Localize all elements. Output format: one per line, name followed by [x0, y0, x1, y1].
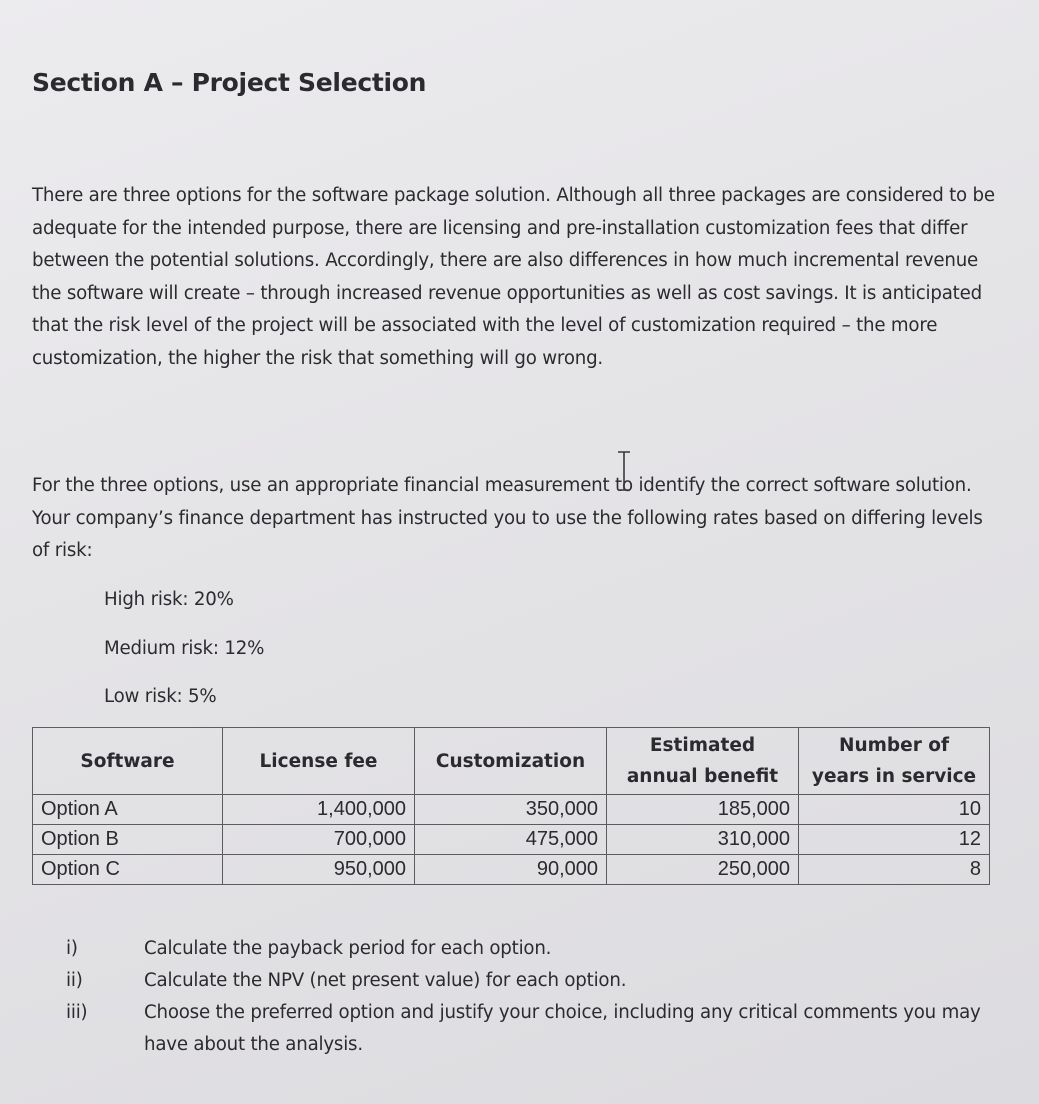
question-item	[66, 933, 994, 965]
table-row	[33, 795, 990, 825]
question-number: ii)	[66, 970, 83, 991]
section-title: Section A – Project Selection	[32, 68, 427, 97]
question-number: i)	[66, 938, 78, 959]
cell-customization: 350,000	[415, 795, 607, 825]
cell-annual-benefit: 250,000	[607, 855, 799, 885]
table-row	[33, 855, 990, 885]
table-row	[33, 825, 990, 855]
header-years-line1: Number of	[838, 735, 950, 756]
question-item	[66, 997, 994, 1061]
software-options-table	[32, 727, 990, 885]
cell-customization: 475,000	[415, 825, 607, 855]
header-software: Software	[33, 728, 223, 795]
header-customization: Customization	[415, 728, 607, 795]
question-text: Choose the preferred option and justify your choice, including any critical comments you may have about the analysis.	[144, 1002, 981, 1055]
cell-software: Option A	[33, 795, 223, 825]
question-text: Calculate the NPV (net present value) for each option.	[144, 970, 627, 991]
cell-license-fee: 1,400,000	[223, 795, 415, 825]
header-estimated-annual-benefit	[607, 728, 799, 795]
cell-license-fee: 950,000	[223, 855, 415, 885]
header-license-fee: License fee	[223, 728, 415, 795]
header-years-line2: years in service	[811, 766, 977, 787]
header-benefit-line2: annual benefit	[626, 766, 779, 787]
questions-list	[66, 933, 994, 1061]
cell-years: 10	[799, 795, 990, 825]
cell-annual-benefit: 185,000	[607, 795, 799, 825]
rate-high: High risk: 20%	[104, 589, 234, 610]
risk-rates-list	[104, 585, 264, 731]
cell-years: 8	[799, 855, 990, 885]
cell-customization: 90,000	[415, 855, 607, 885]
table-header-row	[33, 728, 990, 795]
question-number: iii)	[66, 1002, 88, 1023]
rate-low: Low risk: 5%	[104, 686, 217, 707]
cell-software: Option B	[33, 825, 223, 855]
cell-years: 12	[799, 825, 990, 855]
cell-license-fee: 700,000	[223, 825, 415, 855]
header-years-in-service	[799, 728, 990, 795]
intro-paragraph: There are three options for the software package solution. Although all three packages are considered to be adequate for the intended purpose, there are licensing and pre-installation customization fees that differ between the potential solutions. Accordingly, there are also differences in how much incremental revenue the software will create – through increased revenue opportunities as well as cost savings. It is anticipated that the risk level of the project will be associated with the level of customization required – the more customization, the higher the risk that something will go wrong.	[32, 185, 995, 369]
cell-software: Option C	[33, 855, 223, 885]
instructions-paragraph: For the three options, use an appropriate financial measurement to identify the correct software solution. Your company’s finance department has instructed you to use the following rates based on differing levels of risk:	[32, 475, 983, 561]
rate-medium: Medium risk: 12%	[104, 637, 265, 659]
header-benefit-line1: Estimated	[649, 735, 756, 756]
cell-annual-benefit: 310,000	[607, 825, 799, 855]
text-cursor-icon	[617, 451, 631, 491]
question-item	[66, 965, 994, 997]
question-text: Calculate the payback period for each option.	[144, 938, 552, 959]
